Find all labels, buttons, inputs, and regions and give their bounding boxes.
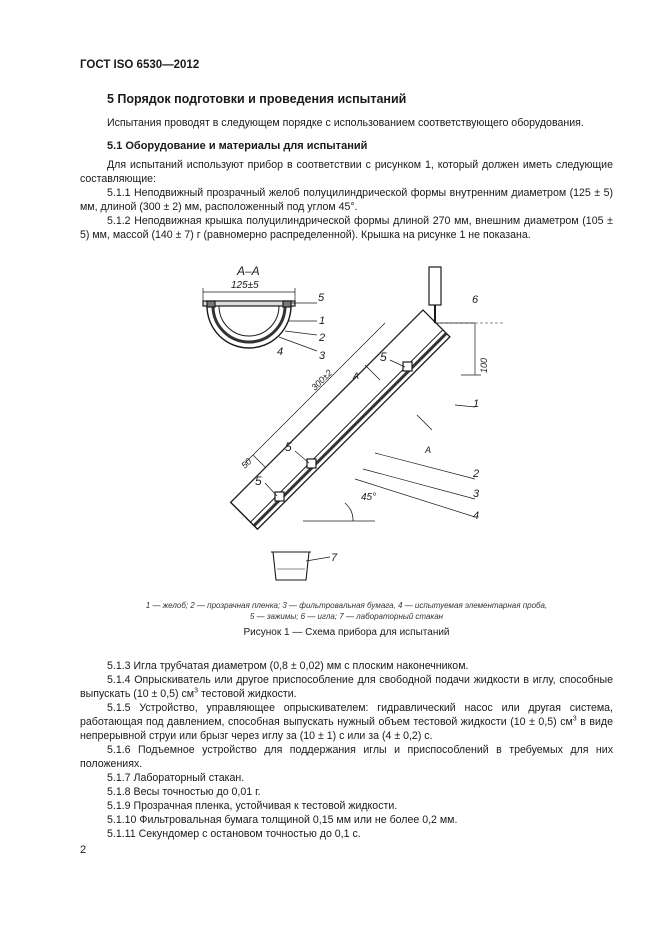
offset-dimension: 50 [239, 456, 254, 471]
angle-label: 45° [361, 492, 377, 503]
section-title: 5 Порядок подготовки и проведения испытаний [107, 92, 407, 106]
label-4: 4 [473, 510, 480, 522]
intro-paragraph: Испытания проводят в следующем порядке с использованием соответствующего оборудования. [107, 117, 584, 129]
paragraph-equipment: Для испытаний используют прибор в соответствии с рисунком 1, который должен иметь следующие составляющие: [80, 159, 613, 185]
item-5-1-4: 5.1.4 Опрыскиватель или другое приспособление для свободной подачи жидкости в иглу, способные выпускать (10 ± 0,5) $см^3$ тестовой жидкости. [80, 674, 613, 700]
label-5-top-clamp: 5 [380, 350, 387, 364]
label-5-bottom-clamp: 5 [255, 474, 262, 488]
paragraph-5-1-2: 5.1.2 Неподвижная крышка полуцилиндрической формы длиной 270 мм, внешним диаметром (105 ± 5) мм, массой (140 ± 7) г (равномерно распределенной). Крышка на рисунке 1 не показана. [80, 215, 613, 241]
item-5-1-11: 5.1.11 Секундомер с остановом точностью до 0,1 с. [107, 828, 361, 840]
label-2-section: 2 [319, 332, 326, 344]
label-3-section: 3 [319, 350, 326, 362]
item-5-1-10: 5.1.10 Фильтровальная бумага толщиной 0,15 мм или не более 0,2 мм. [107, 814, 458, 826]
label-1-section: 1 [319, 315, 326, 327]
item-5-1-9: 5.1.9 Прозрачная пленка, устойчивая к тестовой жидкости. [107, 800, 398, 812]
label-7: 7 [331, 552, 338, 564]
cut-label-bottom: А [425, 445, 432, 455]
item-5-1-3: 5.1.3 Игла трубчатая диаметром (0,8 ± 0,02) мм с плоским наконечником. [107, 660, 469, 672]
cut-label-top: А [353, 371, 360, 381]
label-4-section: 4 [277, 346, 284, 358]
page-number: 2 [80, 844, 87, 856]
paragraph-5-1-1: 5.1.1 Неподвижный прозрачный желоб полуцилиндрической формы внутренним диаметром (125 ± 5) мм, длиной (300 ± 2) мм, расположенный под углом 45°. [80, 187, 613, 213]
label-1: 1 [473, 398, 480, 410]
item-5-1-8: 5.1.8 Весы точностью до 0,01 г. [107, 786, 261, 798]
figure-legend-line-2: 5 — зажимы; 6 — игла; 7 — лабораторный стакан [249, 612, 444, 621]
label-2: 2 [473, 468, 480, 480]
length-dimension: 300±2 [309, 367, 335, 393]
label-6: 6 [472, 294, 479, 306]
item-5-1-5: 5.1.5 Устройство, управляющее опрыскивателем: гидравлический насос или другая система, работающая под давлением, способная выпускать нужный объем тестовой жидкости (10 ± 0,5) $см^3$ в виде непрерывной струи или брызг через иглу за (10 ± 1) с или за (4 ± 0,2) с. [80, 702, 613, 742]
label-5-middle-clamp: 5 [285, 440, 292, 454]
label-3: 3 [473, 488, 480, 500]
superscript-3: 3 [194, 687, 198, 695]
section-label: А–А [237, 264, 260, 278]
figure-legend-line-1: 1 — желоб; 2 — прозрачная пленка; 3 — фильтровальная бумага, 4 — испытуемая элементарная проба, [145, 601, 548, 610]
figure-title: Рисунок 1 — Схема прибора для испытаний [243, 627, 450, 638]
height-dimension: 100 [479, 357, 489, 373]
item-5-1-6: 5.1.6 Подъемное устройство для поддержания иглы и приспособлений в требуемых для них положениях. [80, 744, 613, 770]
superscript-3: 3 [572, 715, 577, 723]
width-dimension: 125±5 [231, 280, 259, 291]
item-5-1-7: 5.1.7 Лабораторный стакан. [107, 772, 245, 784]
subsection-title: 5.1 Оборудование и материалы для испытаний [107, 140, 368, 152]
document-header: ГОСТ ISO 6530—2012 [80, 59, 200, 71]
label-5-section: 5 [318, 292, 325, 304]
figure-apparatus-diagram [185, 255, 505, 595]
